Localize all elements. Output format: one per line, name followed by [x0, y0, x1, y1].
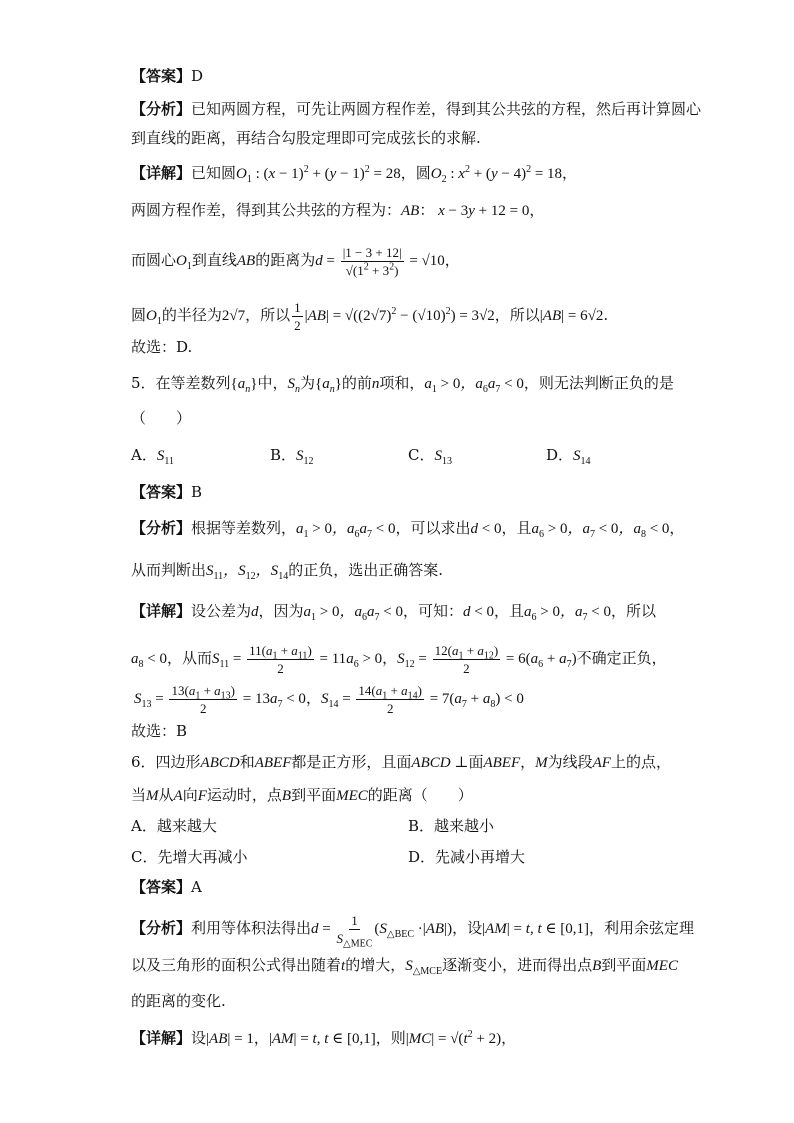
q4-detail-text: 圆	[131, 305, 147, 324]
math-o1: $O_1$	[176, 252, 192, 272]
q4-detail-line-4: 圆$O_1$的半径为2√7，所以 $\frac{1}{2}$ $|AB| = √((2√7)^2 - (√10)^2) = 3√2$，所以|AB| = 6√2.	[131, 300, 609, 333]
q5-stem-text: 为	[299, 374, 315, 392]
math-s11-formula: $S_{11}$ = $\frac{11(a_1 + a_{11})}{2}$ = $11a_6 > 0$	[211, 643, 383, 676]
math-t: t	[341, 958, 346, 974]
q4-analysis-line-1	[131, 99, 701, 119]
q5-answer-line	[131, 482, 202, 502]
math-d: d	[251, 604, 259, 620]
q6-analysis-line-1	[131, 913, 694, 950]
q5-detail-line-3: $S_{13}$ = $\frac{13(a_1 + a_{13})}{2}$ = $13a_7 < 0$，$S_{14}$ = $\frac{14(a_1 + a_{14})}{2}$ = $7(a_7 + a_8) < 0$	[134, 683, 524, 716]
q5-detail-text: ，且	[493, 602, 524, 620]
q4-detail-text: 而圆心	[131, 250, 177, 269]
q6-stem-text: 和	[239, 753, 255, 771]
q6-stem-line-2	[131, 785, 473, 806]
math-a: A	[173, 788, 183, 804]
q6-stem-text: 当	[131, 786, 147, 804]
math-mc: $|MC| = √(t^2 + 2)$	[405, 1029, 502, 1047]
q6-answer: A	[191, 878, 202, 896]
q6-stem-text: 都是正方形，且面	[291, 753, 412, 771]
math-chord-eq: AB： x − 3y + 12 = 0	[401, 203, 530, 219]
math-distance: d = $\frac{|1 - 3 + 12|}{√(1^2 + 3^2)}$ = √10	[315, 245, 445, 278]
q4-detail-text: ，所以	[494, 305, 540, 324]
q6-stem-text: 运动时，点	[206, 786, 282, 804]
q5-option-d[interactable]	[546, 445, 591, 466]
analysis-label: 【分析】	[131, 918, 192, 937]
math-m: M	[146, 788, 159, 804]
math-s12-formula: $S_{12}$ = $\frac{12(a_1 + a_{12})}{2}$ = $6(a_6 + a_7)$	[397, 643, 577, 676]
option-letter: A．	[131, 446, 157, 464]
math-s11: $S_{11}$	[156, 448, 174, 467]
math-circle-o2: $O_2$ : $x^2 + (y - 4)^2 = 18$	[430, 164, 563, 185]
q6-stem-text: 向	[182, 786, 198, 804]
q4-choose-text: 故选：D.	[131, 338, 193, 356]
math-f: F	[197, 788, 207, 804]
math-mec: MEC	[336, 788, 368, 804]
answer-label: 【答案】	[131, 483, 192, 501]
q4-detail-text: 到直线	[191, 250, 237, 269]
math-volume: d = $\frac{1}{S_{\triangle MEC}}$ $(S_{\triangle BEC} \cdot|AB|)$	[311, 913, 453, 950]
analysis-label: 【分析】	[131, 100, 192, 118]
math-s14: $S_{14}$	[573, 448, 591, 467]
q5-stem-line-1	[131, 373, 674, 394]
q6-option-d[interactable]: D．先减小再增大	[408, 848, 526, 866]
q4-detail-text: 两圆方程作差，得到其公共弦的方程为：	[131, 201, 402, 219]
q6-answer-line	[131, 877, 202, 897]
q5-option-c[interactable]	[408, 445, 452, 466]
detail-label: 【详解】	[131, 1029, 192, 1047]
q5-analysis-text: 的正负，选出正确答案.	[288, 561, 443, 579]
q6-analysis-text: 的增大，	[345, 956, 406, 974]
math-abcd: ABCD ⊥	[411, 755, 469, 771]
q5-detail-text: 设公差为	[191, 602, 252, 620]
q6-analysis-text: 到平面	[601, 956, 647, 974]
math-ab: AB	[236, 252, 256, 269]
q5-stem-line-2	[131, 408, 191, 428]
q6-option-b[interactable]: B．越来越小	[408, 817, 495, 835]
q6-stem-text: 到平面	[291, 786, 337, 804]
q4-detail-line-1: 【详解】已知圆$O_1$ : $(x - 1)^2 + (y - 1)^2 = 28$，圆$O_2$ : $x^2 + (y - 4)^2 = 18$，	[131, 164, 578, 185]
answer-label: 【答案】	[131, 67, 192, 85]
option-letter: D．	[546, 446, 574, 464]
q5-analysis-text: ，可以求出	[395, 519, 471, 537]
math-a8: $a_8 < 0$	[131, 650, 167, 670]
q5-detail-line-2: $a_8 < 0$，从而$S_{11}$ = $\frac{11(a_1 + a_{11})}{2}$ = $11a_6 > 0$，$S_{12}$ = $\frac{12(a_1 + a_{12})}{2}$ = $6(a_6 + a_7)$不确定正负，	[131, 643, 667, 676]
q5-stem-text: 项和，	[379, 374, 425, 392]
q5-choose	[131, 721, 187, 741]
math-cond: $a_1 > 0$，$a_6a_7 < 0$	[303, 604, 403, 623]
q6-stem-line-1	[131, 752, 671, 773]
math-seq: $\{a_n\}$	[230, 376, 258, 395]
q6-stem-text: 为线段	[547, 753, 593, 771]
q5-detail-text: ，从而	[166, 648, 212, 667]
math-abef: ABEF	[254, 755, 292, 771]
q5-option-a[interactable]	[131, 445, 174, 466]
analysis-label: 【分析】	[131, 519, 192, 537]
q6-analysis-line-3	[131, 991, 226, 1011]
q5-stem-text: ，则无法判断正负的是	[523, 374, 674, 392]
q5-detail-text: ，可知：	[403, 602, 464, 620]
q6-analysis-text: 的距离的变化.	[131, 992, 226, 1010]
q6-stem-text: 6．四边形	[131, 753, 201, 771]
option-letter: B．	[270, 446, 297, 464]
q5-choose-text: 故选：B	[131, 722, 188, 740]
q5-analysis-text: 根据等差数列，	[191, 519, 297, 537]
q4-analysis-text-2: 到直线的距离，再结合勾股定理即可完成弦长的求解.	[131, 129, 481, 147]
math-am: |AM| = t, t ∈ [0,1]	[268, 1031, 376, 1047]
math-n: n	[371, 376, 380, 392]
math-chord-length: |AB| = 6√2	[539, 307, 604, 324]
math-abcd: ABCD	[200, 755, 240, 771]
math-b: B	[592, 958, 602, 974]
math-mec: MEC	[646, 958, 678, 974]
math-s-mec: $S_{\triangle MCE}$	[405, 958, 443, 977]
math-circle-o1: $O_1$ : $(x - 1)^2 + (y - 1)^2 = 28$	[236, 164, 401, 185]
q5-detail-text: ，因为	[258, 602, 304, 620]
math-half-chord: $\frac{1}{2}$ $|AB| = √((2√7)^2 - (√10)^2) = 3√2$	[294, 300, 495, 333]
q5-analysis-text: ，且	[501, 519, 532, 537]
math-sn: $S_n$	[287, 376, 300, 395]
q5-detail-line-1	[131, 601, 656, 622]
math-s-list: $S_{11}$，$S_{12}$，$S_{14}$	[206, 563, 289, 582]
detail-label: 【详解】	[131, 602, 192, 620]
math-radius: 2√7	[221, 307, 246, 324]
q5-analysis-text: 从而判断出	[131, 561, 207, 579]
math-s12: $S_{12}$	[296, 448, 314, 467]
math-af: AF	[592, 755, 611, 771]
q5-paren: （ ）	[131, 409, 192, 427]
q6-detail-text: ，则	[375, 1029, 406, 1047]
math-cond: $a_1 > 0$，$a_6a_7 < 0$	[296, 521, 396, 540]
math-signs: $a_6 > 0$，$a_7 < 0$	[524, 604, 611, 623]
q6-option-c[interactable]: C．先增大再减小	[131, 848, 248, 866]
q5-analysis-line-1: 【分析】根据等差数列，$a_1 > 0$，$a_6a_7 < 0$，可以求出d < 0，且$a_6 > 0$，$a_7 < 0$，$a_8 < 0$，	[131, 519, 685, 540]
q4-detail-line-2: 两圆方程作差，得到其公共弦的方程为：AB： x − 3y + 12 = 0，	[131, 201, 545, 219]
q6-option-a[interactable]: A．越来越大	[131, 817, 217, 835]
q5-detail-text: 不确定正负，	[576, 648, 667, 667]
q6-analysis-line-2	[131, 955, 678, 976]
q6-stem-text: 从	[158, 786, 174, 804]
math-d-neg: d < 0	[463, 604, 494, 620]
q4-detail-text: 的半径为	[161, 305, 222, 324]
q5-option-b[interactable]	[270, 445, 314, 466]
q4-analysis-line-2	[131, 128, 481, 148]
q6-detail-line-1: 【详解】设|AB| = 1，|AM| = t, t ∈ [0,1]，则$|MC| = √(t^2 + 2)$，	[131, 1029, 517, 1047]
q6-detail-text: 设	[191, 1029, 207, 1047]
q4-detail-line-3: 而圆心$O_1$到直线AB的距离为d = $\frac{|1 - 3 + 12|}{√(1^2 + 3^2)}$ = √10，	[131, 245, 460, 278]
math-d-neg: d < 0	[470, 521, 502, 537]
q6-stem-text: 上的点，	[610, 753, 671, 771]
q6-analysis-text: ，利用余弦定理	[588, 918, 694, 937]
math-seq: $\{a_n\}$	[314, 376, 342, 395]
q4-detail-text: ，所以	[245, 305, 291, 324]
q5-answer: B	[191, 483, 203, 501]
q6-analysis-text: 以及三角形的面积公式得出随着	[131, 956, 342, 974]
q4-detail-text: 已知圆	[191, 164, 237, 182]
q4-analysis-text-1: 已知两圆方程，可先让两圆方程作差，得到其公共弦的方程，然后再计算圆心	[191, 100, 702, 118]
q5-stem-text: 的前	[341, 374, 372, 392]
math-s13-formula: $S_{13}$ = $\frac{13(a_1 + a_{13})}{2}$ = $13a_7 < 0$	[134, 683, 306, 716]
math-b: B	[281, 788, 292, 804]
math-s14-formula: $S_{14}$ = $\frac{14(a_1 + a_{14})}{2}$ = $7(a_7 + a_8) < 0$	[320, 683, 524, 716]
q4-detail-text: ，圆	[400, 164, 431, 182]
math-am: |AM| = t, t ∈ [0,1]	[482, 920, 589, 937]
q6-analysis-text: ，设	[452, 918, 483, 937]
q6-analysis-text: 逐渐变小，进而得出点	[442, 956, 593, 974]
math-s13: $S_{13}$	[434, 448, 452, 467]
math-abef-m: ABEF，M	[483, 755, 548, 771]
q5-analysis-line-2	[131, 560, 443, 581]
q4-choose	[131, 337, 192, 357]
math-ab-eq: |AB| = 1	[206, 1031, 254, 1047]
q6-analysis-text: 利用等体积法得出	[191, 918, 312, 937]
q6-stem-text: 的距离（ ）	[367, 786, 473, 804]
q4-answer-line	[131, 66, 203, 86]
math-o1: $O_1$	[146, 307, 162, 327]
q4-answer: D	[191, 67, 204, 85]
q5-stem-text: 5．在等差数列	[131, 374, 231, 392]
math-signs: $a_6 > 0$，$a_7 < 0$，$a_8 < 0$	[531, 521, 670, 540]
q4-detail-text: 的距离为	[255, 250, 316, 269]
math-cond: $a_1 > 0$，$a_6a_7 < 0$	[424, 376, 524, 395]
detail-label: 【详解】	[131, 164, 192, 182]
q5-detail-text: ，所以	[610, 602, 656, 620]
option-letter: C．	[408, 446, 435, 464]
q5-stem-text: 中，	[257, 374, 288, 392]
answer-label: 【答案】	[131, 878, 192, 896]
q6-stem-text: 面	[468, 753, 484, 771]
